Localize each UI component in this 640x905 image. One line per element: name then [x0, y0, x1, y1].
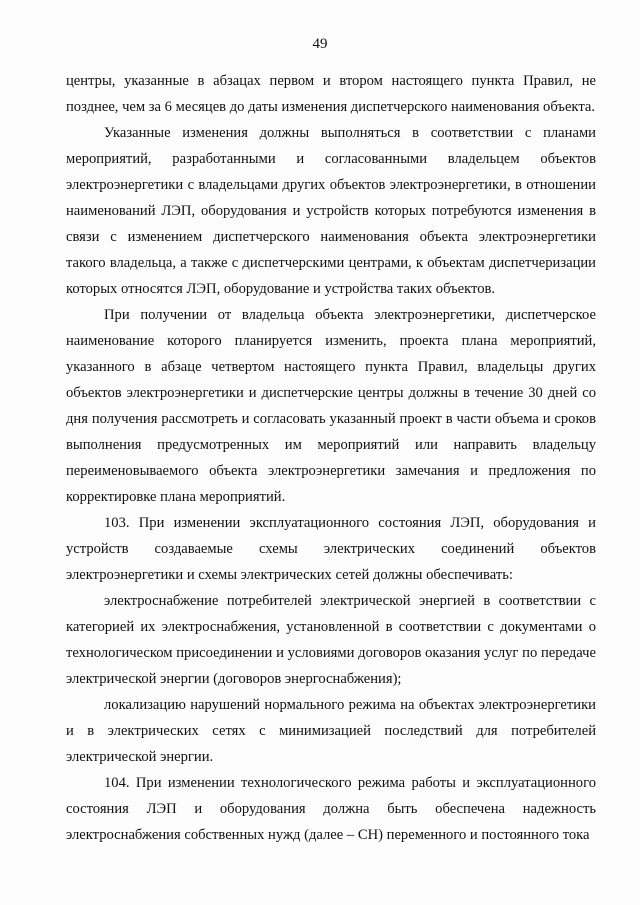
paragraph: центры, указанные в абзацах первом и втором настоящего пункта Правил, не позднее, чем за 6 месяцев до даты изменения диспетчерского наименования объекта.: [66, 73, 596, 115]
paragraph: 104. При изменении технологического режима работы и эксплуатационного состояния ЛЭП и оборудования должна быть обеспечена надежность электроснабжения собственных нужд (далее – СН) переменного и постоянного тока: [66, 775, 596, 843]
page-number: 49: [312, 36, 328, 52]
document-body: [66, 68, 596, 848]
paragraph: 103. При изменении эксплуатационного состояния ЛЭП, оборудования и устройств создаваемые схемы электрических соединений объектов электроэнергетики и схемы электрических сетей должны обеспечивать:: [66, 515, 596, 583]
paragraph: электроснабжение потребителей электрической энергией в соответствии с категорией их электроснабжения, установленной в соответствии с документами о технологическом присоединении и условиями договоров оказания услуг по передаче электрической энергии (договоров энергоснабжения);: [66, 593, 596, 687]
paragraph: Указанные изменения должны выполняться в соответствии с планами мероприятий, разработанными и согласованными владельцем объектов электроэнергетики с владельцами других объектов электроэнергетики, в отношении наименований ЛЭП, оборудования и устройств которых потребуются изменения в связи с изменением диспетчерского наименования объекта электроэнергетики такого владельца, а также с диспетчерскими центрами, к объектам диспетчеризации которых относятся ЛЭП, оборудование и устройства таких объектов.: [66, 125, 596, 297]
paragraph: При получении от владельца объекта электроэнергетики, диспетчерское наименование которого планируется изменить, проекта плана мероприятий, указанного в абзаце четвертом настоящего пункта Правил, владельцы других объектов электроэнергетики и диспетчерские центры должны в течение 30 дней со дня получения рассмотреть и согласовать указанный проект в части объема и сроков выполнения предусмотренных им мероприятий или направить владельцу переименовываемого объекта электроэнергетики замечания и предложения по корректировке плана мероприятий.: [66, 307, 596, 505]
paragraph: локализацию нарушений нормального режима на объектах электроэнергетики и в электрических сетях с минимизацией последствий для потребителей электрической энергии.: [66, 697, 596, 765]
